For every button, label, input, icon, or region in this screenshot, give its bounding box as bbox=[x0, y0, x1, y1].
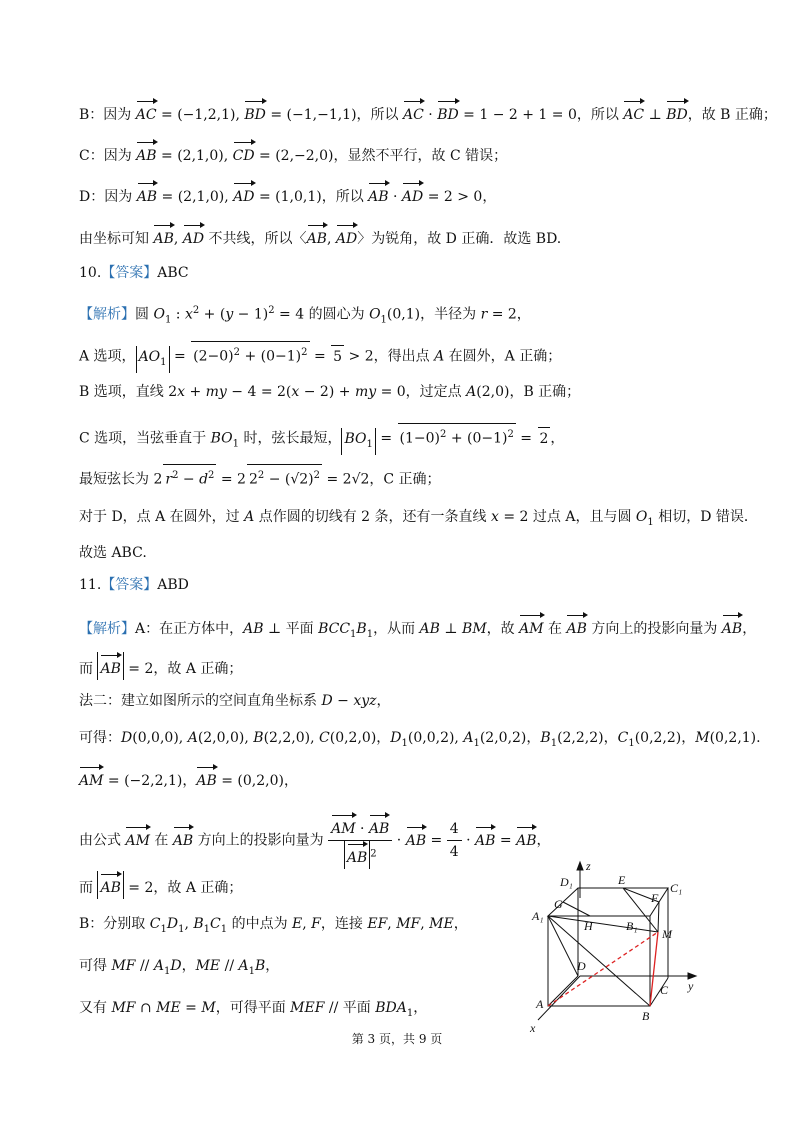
line-3: D：因为 AB = (2,1,0), AD = (1,0,1)，所以 AB · AD = 2 > 0， bbox=[79, 180, 496, 208]
label-z: z bbox=[586, 859, 591, 873]
line-9: C 选项，当弦垂直于 $BO_1$ 时，弦长最短， $BO_1 = (1-0)^2 + (0-1)^2 = 2$ ， bbox=[79, 423, 564, 455]
line-12: 故选 ABC. bbox=[79, 545, 147, 561]
line-20: 而 AB = 2，故 A 正确； bbox=[79, 871, 242, 899]
label-a: A bbox=[536, 997, 544, 1011]
page-footer: 第 3 页，共 9 页 bbox=[351, 1032, 443, 1046]
am-segment bbox=[548, 932, 658, 1006]
label-h: H bbox=[584, 919, 593, 933]
x-axis bbox=[538, 976, 580, 1020]
line-7: A 选项， $AO_1 = (2-0)^2 + (0-1)^2 = 5 > 2$，得出点 A 在圆外，A 正确； bbox=[79, 341, 561, 373]
label-a1: A₁ bbox=[532, 909, 544, 923]
line-23: 又有 MF ∩ ME = M，可得平面 MEF // 平面 $BDA_1$， bbox=[79, 1000, 428, 1019]
label-y: y bbox=[688, 979, 694, 993]
line-14: 【解析】A：在正方体中，AB ⊥ 平面 $BCC_1B_1$，从而 AB ⊥ BM，故 AM 在 AB 方向上的投影向量为 AB， bbox=[79, 612, 756, 646]
line-22: 可得 MF // $A_1D$，ME // $A_1B$， bbox=[79, 958, 280, 977]
label-c1: C₁ bbox=[670, 881, 683, 895]
label-b1: B₁ bbox=[626, 919, 638, 933]
line-2: C：因为 AB = (2,1,0), CD = (2,−2,0)，显然不平行，故 C 错误； bbox=[79, 139, 507, 167]
line-1: B：因为 AC = (−1,2,1), BD = (−1,−1,1)，所以 AC · BD = 1 − 2 + 1 = 0，所以 AC ⊥ BD，故 B 正确； bbox=[79, 98, 777, 126]
label-g: G bbox=[554, 897, 563, 911]
label-e: E bbox=[618, 873, 626, 887]
label-x: x bbox=[530, 1021, 536, 1035]
label-d1: D₁ bbox=[560, 875, 573, 889]
label-d: D bbox=[577, 959, 586, 973]
line-8: B 选项，直线 2x + my − 4 = 2(x − 2) + my = 0，过定点 A(2,0)，B 正确； bbox=[79, 384, 581, 400]
line-6: 【解析】圆 $O_1$ : $x^2 + (y - 1)^2 = 4$ 的圆心为 $O_1(0,1)$，半径为 r = 2， bbox=[79, 305, 531, 326]
line-13: 11.【答案】ABD bbox=[79, 577, 189, 593]
line-11: 对于 D，点 A 在圆外，过 A 点作圆的切线有 2 条，还有一条直线 x = 2 过点 A，且与圆 $O_1$ 相切，D 错误． bbox=[79, 509, 758, 528]
label-b: B bbox=[642, 1009, 650, 1023]
line-15: 而 AB = 2，故 A 正确； bbox=[79, 652, 242, 680]
line-4: 由坐标可知 AB, AD 不共线，所以〈AB, AD〉为锐角，故 D 正确．故选 BD. bbox=[79, 222, 561, 250]
label-f: F bbox=[651, 891, 659, 905]
cube-figure bbox=[520, 858, 720, 1038]
line-10: 最短弦长为 2 $r^2 - d^2 = 2$ $2^2 - (√2)^2 = 2√2$，C 正确； bbox=[79, 464, 441, 491]
line-21: B：分别取 $C_1D_1$, $B_1C_1$ 的中点为 E, F，连接 EF, MF, ME， bbox=[79, 916, 468, 935]
line-5: 10.【答案】ABC bbox=[79, 265, 189, 281]
line-17: 可得：D(0,0,0), A(2,0,0), B(2,2,0), C(0,2,0)，$D_1(0,0,2)$, $A_1(2,0,2)$，$B_1(2,2,2)$，$C_1(0,2,2)$，M(0,2,1). bbox=[79, 730, 761, 749]
line-19: 由公式 AM 在 AB 方向上的投影向量为 $\frac{AM \cdot AB}{AB ^2}$ · AB = $\frac{4}{4}$ · AB = AB， bbox=[79, 812, 550, 869]
line-16: 法二：建立如图所示的空间直角坐标系 D − xyz， bbox=[79, 693, 391, 709]
label-c: C bbox=[660, 983, 669, 997]
line-18: AM = (−2,2,1)，AB = (0,2,0)， bbox=[79, 764, 298, 792]
label-m: M bbox=[662, 927, 672, 941]
top-face bbox=[548, 888, 668, 916]
